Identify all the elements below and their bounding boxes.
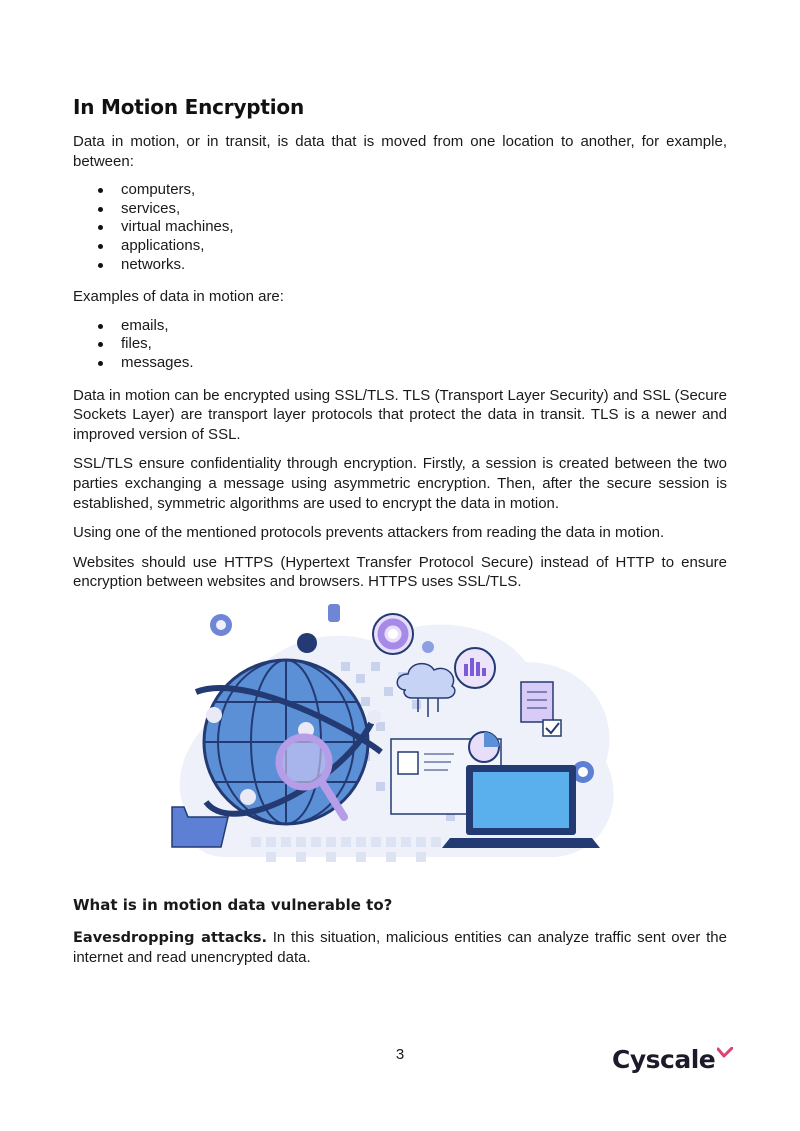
- https-paragraph: Websites should use HTTPS (Hypertext Transfer Protocol Secure) instead of HTTP to ensure encryption between websites and browsers. HTTPS uses SSL/TLS.: [73, 553, 727, 591]
- cyscale-logo: [612, 1045, 733, 1074]
- database-icon: [328, 604, 340, 622]
- locations-list: [73, 181, 727, 274]
- list-item: applications,: [73, 237, 727, 256]
- list-item: services,: [73, 200, 727, 219]
- list-item: virtual machines,: [73, 218, 727, 237]
- eavesdropping-paragraph: [73, 928, 727, 968]
- donut-chart-icon: [373, 614, 413, 654]
- list-item: networks.: [73, 256, 727, 275]
- page-title: In Motion Encryption: [73, 95, 305, 119]
- ssl-paragraph: Data in motion can be encrypted using SSL/TLS. TLS (Transport Layer Security) and SSL (Secure Sockets Layer) are transport layer protocols that protect the data in transit. TLS is a newer and improved version of SSL.: [73, 386, 727, 443]
- examples-list: [73, 317, 727, 373]
- list-item: computers,: [73, 181, 727, 200]
- vulnerability-heading: What is in motion data vulnerable to?: [73, 895, 393, 914]
- document-page: [73, 95, 727, 978]
- confidentiality-paragraph: SSL/TLS ensure confidentiality through encryption. Firstly, a session is created between the two parties exchanging a message using asymmetric encryption. Then, after the secure session is established, symmetric algorithms are used to encrypt the data in motion.: [73, 455, 727, 512]
- list-item: files,: [73, 335, 727, 354]
- eavesdropping-lead: Eavesdropping attacks.: [73, 929, 267, 946]
- bar-chart-icon: [455, 648, 495, 688]
- logo-mark-icon: [717, 1047, 733, 1059]
- gear-icon: [210, 614, 232, 636]
- page-number: 3: [395, 1046, 405, 1063]
- examples-intro: Examples of data in motion are:: [73, 288, 284, 306]
- network-globe-illustration: [166, 602, 626, 877]
- list-item: messages.: [73, 354, 727, 373]
- encryption-illustration: [73, 602, 727, 882]
- protocols-paragraph: Using one of the mentioned protocols prevents attackers from reading the data in motion.: [73, 524, 665, 542]
- logo-text: Cyscale: [612, 1045, 716, 1074]
- intro-paragraph: Data in motion, or in transit, is data that is moved from one location to another, for example, between:: [73, 133, 727, 170]
- list-item: emails,: [73, 317, 727, 336]
- eavesdropping-text: In this situation, malicious entities can analyze traffic sent over the internet and read unencrypted data.: [73, 928, 727, 967]
